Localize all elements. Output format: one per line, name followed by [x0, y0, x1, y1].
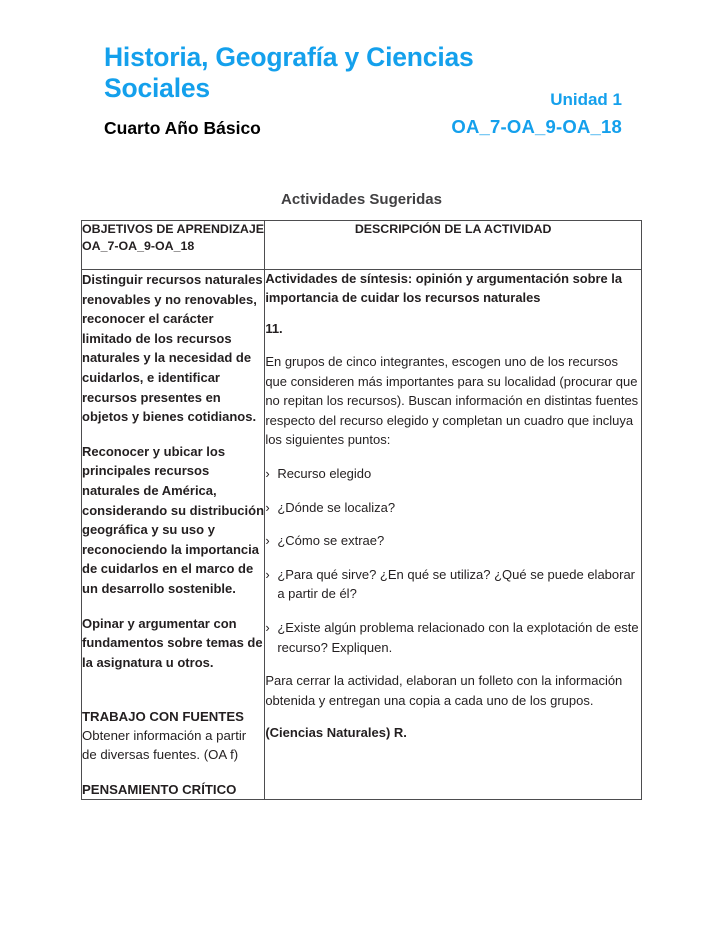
list-item-label: ¿Existe algún problema relacionado con la explotación de este recurso? Expliquen. — [277, 619, 639, 655]
activity-attribution: (Ciencias Naturales) R. — [265, 725, 407, 741]
spacer — [82, 687, 264, 707]
grade-level-label: Cuarto Año Básico — [104, 118, 261, 138]
suggested-activities-table — [81, 220, 642, 800]
skill-heading-sources: TRABAJO CON FUENTES — [82, 709, 244, 725]
page-title: Historia, Geografía y Ciencias Sociales — [104, 42, 474, 103]
list-item — [265, 531, 641, 551]
list-item-label: ¿Para qué sirve? ¿En qué se utiliza? ¿Qué se puede elaborar a partir de él? — [277, 566, 636, 602]
list-item-label: ¿Dónde se localiza? — [277, 499, 396, 515]
section-heading: Actividades Sugeridas — [281, 191, 442, 208]
activity-number: 11. — [265, 321, 283, 336]
skill-heading-critical-thinking: PENSAMIENTO CRÍTICO — [82, 782, 237, 798]
list-item-label: ¿Cómo se extrae? — [277, 533, 385, 549]
bullet-marker-icon: › — [265, 566, 270, 582]
document-header — [104, 42, 624, 138]
column-header-description: DESCRIPCIÓN DE LA ACTIVIDAD — [265, 221, 642, 270]
skill-text-sources: Obtener información a partir de diversas fuentes. (OA f) — [82, 728, 247, 763]
table-row — [82, 270, 642, 800]
table-header — [82, 221, 642, 270]
objective-paragraph: Reconocer y ubicar los principales recursos naturales de América, considerando su distribución geográfica y su uso y reconociendo la importancia de cuidarlos en el marco de un desarrollo sostenible. — [82, 443, 265, 596]
cell-objectives — [82, 270, 265, 800]
list-item — [265, 498, 641, 518]
bullet-marker-icon: › — [265, 619, 270, 635]
unit-label: Unidad 1 — [550, 90, 622, 109]
list-item — [265, 618, 641, 657]
list-item — [265, 464, 641, 484]
bullet-marker-icon: › — [265, 499, 270, 515]
list-item — [265, 565, 641, 604]
table-header-row — [82, 221, 642, 270]
cell-description — [265, 270, 642, 800]
objective-paragraph: Distinguir recursos naturales renovables y no renovables, reconocer el carácter limitado de los recursos naturales y la necesidad de cuidarlos, e identificar recursos presentes en objetos y bienes cotidianos. — [82, 272, 263, 425]
activity-intro-paragraph: En grupos de cinco integrantes, escogen uno de los recursos que consideren más importantes para su localidad (procurar que no repitan los recursos). Buscan información en distintas fuentes respecto del recurso elegido y completan un cuadro que incluya los siguientes puntos: — [265, 354, 639, 448]
activity-title: Actividades de síntesis: opinión y argumentación sobre la importancia de cuidar los recursos naturales — [265, 271, 623, 305]
table-body — [82, 270, 642, 800]
bullet-marker-icon: › — [265, 465, 270, 481]
activity-closing-paragraph: Para cerrar la actividad, elaboran un folleto con la información obtenida y entregan una copia a cada uno de los grupos. — [265, 673, 623, 708]
bullet-marker-icon: › — [265, 533, 270, 549]
list-item-label: Recurso elegido — [277, 465, 372, 481]
learning-objective-codes: OA_7-OA_9-OA_18 — [451, 116, 622, 137]
objective-paragraph: Opinar y argumentar con fundamentos sobre temas de la asignatura u otros. — [82, 615, 263, 670]
column-header-objectives: OBJETIVOS DE APRENDIZAJE OA_7-OA_9-OA_18 — [82, 221, 265, 270]
